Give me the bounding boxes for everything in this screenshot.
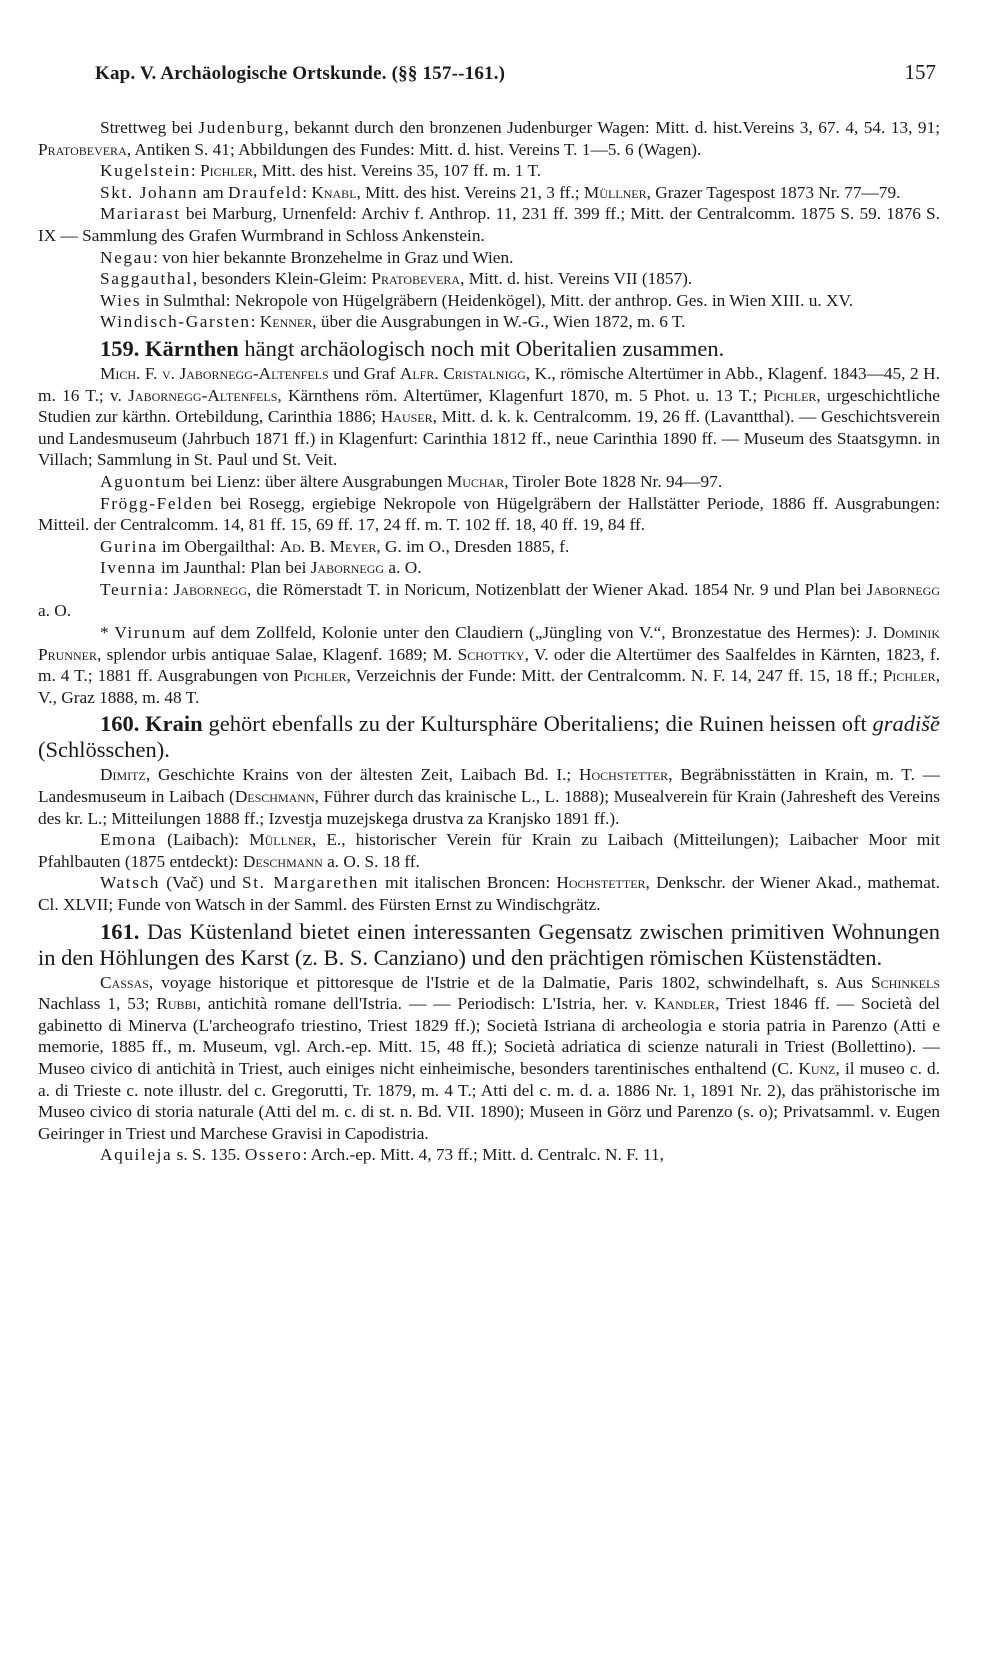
text-run: , splendor urbis antiquae Salae, Klagenf. 1689; M. bbox=[96, 644, 458, 664]
author-name: Ad. B. Meyer bbox=[279, 536, 377, 556]
text-run: : von hier bekannte Bronzehelme in Graz und Wien. bbox=[153, 247, 514, 267]
entry-paragraph bbox=[38, 536, 940, 558]
place-name: Teurnia bbox=[100, 579, 164, 599]
text-run: , Mitt. des hist. Vereins 21, 3 ff.; bbox=[356, 182, 584, 202]
author-name: Müllner bbox=[249, 830, 312, 850]
entry-paragraph bbox=[38, 268, 940, 290]
entry-paragraph bbox=[38, 557, 940, 579]
text-run: im Obergailthal: bbox=[157, 536, 280, 556]
text-run: gradiš̆e bbox=[872, 711, 940, 737]
text-run: , antichità romane dell'Istria. — — Periodisch: L'Istria, her. v. bbox=[196, 994, 654, 1014]
text-run: Das Küstenland bbox=[146, 918, 292, 944]
text-run: : bbox=[190, 161, 200, 181]
entry-paragraph bbox=[38, 311, 940, 333]
author-name: Alfr. Cristalnigg bbox=[399, 363, 526, 383]
text-body bbox=[38, 117, 940, 1166]
author-name: Knabl bbox=[311, 182, 357, 202]
text-run: , voyage historique et pittoresque de l'Istrie et de la Dalmatie, Paris 1802, schwindelhaft, s. Aus bbox=[148, 972, 872, 992]
text-run: am bbox=[198, 182, 229, 202]
author-name: Pichler bbox=[293, 666, 347, 686]
text-run: bei Marburg, Urnenfeld: Archiv f. Anthrop. 11, 231 ff. 399 ff.; Mitt. der Centralcomm. 1875 S. 59. 1876 S. IX — Sammlung des Grafen Wurmbrand in Schloss Ankenstein. bbox=[38, 204, 940, 245]
entry-paragraph bbox=[38, 764, 940, 829]
text-run: (Laibach): bbox=[156, 830, 250, 850]
text-run: , Triest 1846 ff. — Società del gabinetto di Minerva (L'archeografo triestino, Triest 1829 ff.); Società Istriana di archeologia e storia patria in Parenzo (Atti e memorie, 1885 ff., m. Museum, vgl. Arch.-ep. Mitt. 15, 48 ff.); Società adriatica di scienze naturali in Triest (Bollettino). — Museo civico di antichità in Triest, auch einiges nicht einheimische, besonders tarentinisches enthaltend (C. bbox=[38, 994, 940, 1078]
author-name: Pichler bbox=[763, 385, 817, 405]
text-run: , Tiroler Bote 1828 Nr. 94—97. bbox=[504, 471, 723, 491]
text-run: , Antiken S. 41; Abbildungen des Fundes: Mitt. d. hist. Vereins T. 1—5. 6 (Wagen). bbox=[126, 139, 702, 159]
entry-paragraph bbox=[38, 182, 940, 204]
text-run: s. S. 135. bbox=[172, 1145, 245, 1165]
place-name: Draufeld bbox=[228, 182, 303, 202]
place-name: Mariarast bbox=[100, 204, 181, 224]
text-run: , G. im O., Dresden 1885, f. bbox=[376, 536, 570, 556]
place-name: Wies bbox=[100, 290, 142, 310]
page-number: 157 bbox=[904, 60, 936, 84]
text-run: : bbox=[250, 312, 260, 332]
text-run: , Mitt. d. k. k. Centralcomm. 19, 26 ff. (Lavantthal). — Geschichtsverein und Landesmuseum (Jahrbuch 1871 ff.) in Klagenfurt: Carinthia 1812 ff., neue Carinthia 1890 ff. — Museum des Staatsgymn. in Villach; Sammlung in St. Paul und St. Veit. bbox=[38, 407, 940, 470]
text-run: a. O. S. 18 ff. bbox=[322, 851, 420, 871]
section-heading-paragraph bbox=[38, 919, 940, 971]
text-run: , Geschichte Krains von der ältesten Zeit, Laibach Bd. I.; bbox=[145, 765, 580, 785]
text-run: , Mitt. d. hist. Vereins VII (1857). bbox=[460, 269, 693, 289]
text-run: , Mitt. des hist. Vereins 35, 107 ff. m. 1 T. bbox=[252, 161, 542, 181]
text-run: bietet einen interessanten Gegensatz zwischen primitiven Wohnungen in den Höhlungen des Karst (z. B. S. Canziano) und den prächtigen römischen Küstenstädten. bbox=[38, 918, 940, 970]
text-run: in Sulmthal: Nekropole von Hügelgräbern (Heidenkögel), Mitt. der anthrop. Ges. in Wien XIII. u. XV. bbox=[141, 290, 854, 310]
entry-paragraph bbox=[38, 471, 940, 493]
author-name: Kandler bbox=[653, 994, 716, 1014]
text-run: mit italischen Broncen: bbox=[378, 873, 557, 893]
author-name: Jabornegg bbox=[866, 579, 941, 599]
text-run: bei Lienz: über ältere Ausgrabungen bbox=[186, 471, 447, 491]
text-run: , Führer durch das krainische L., L. 1888); Musealverein für Krain (Jahresheft des Vereins des kr. L.; Mitteilungen 1888 ff.; Izvestja muzejskega drustva za Kranjsko 1891 ff.). bbox=[38, 787, 940, 828]
text-run: (Schlösschen). bbox=[38, 737, 170, 763]
place-name: Gurina bbox=[100, 536, 158, 556]
author-name: Pichler bbox=[200, 161, 253, 181]
place-name: Watsch bbox=[100, 873, 161, 893]
text-run: : bbox=[163, 579, 174, 599]
text-run: , Verzeichnis der Funde: Mitt. der Centralcomm. N. F. 14, 247 ff. 15, 18 ff.; bbox=[346, 666, 883, 686]
author-name: Jabornegg bbox=[173, 579, 248, 599]
author-name: Müllner bbox=[583, 182, 647, 202]
text-run: , Denkschr. der Wiener Akad., mathemat. Cl. XLVII; Funde von Watsch in der Samml. des Fürsten Ernst zu Windischgrätz. bbox=[38, 873, 940, 914]
text-run: , V. oder die Altertümer des Saalfeldes in Kärnten, 1823, f. m. 4 T.; 1881 ff. Ausgrabungen von bbox=[38, 644, 940, 686]
text-run: , Begräbnisstätten in Krain, m. T. — Landesmuseum in Laibach ( bbox=[38, 765, 940, 807]
author-name: Schinkels bbox=[871, 972, 940, 992]
text-run: * bbox=[100, 623, 115, 643]
author-name: Pratobevera bbox=[371, 269, 461, 289]
entry-paragraph bbox=[38, 160, 940, 182]
entry-paragraph bbox=[38, 117, 940, 160]
author-name: Deschmann bbox=[242, 851, 323, 871]
entry-paragraph bbox=[38, 247, 940, 269]
author-name: Kenner bbox=[259, 312, 313, 332]
place-name: Aquileja bbox=[100, 1145, 173, 1165]
place-name: Saggauthal bbox=[100, 269, 193, 289]
text-run: a. O. bbox=[38, 601, 72, 621]
entry-paragraph bbox=[38, 872, 940, 915]
author-name: Jabornegg bbox=[310, 558, 385, 578]
entry-paragraph bbox=[38, 203, 940, 246]
author-name: Deschmann bbox=[234, 787, 315, 807]
section-number: 161. bbox=[100, 918, 147, 944]
text-run: a. O. bbox=[384, 558, 422, 578]
entry-paragraph bbox=[38, 290, 940, 312]
author-name: Dominik Prunner bbox=[38, 623, 941, 664]
place-name: St. Margarethen bbox=[242, 873, 379, 893]
place-name: Ossero bbox=[244, 1145, 303, 1165]
entry-paragraph bbox=[38, 363, 940, 471]
author-name: Mich. F. v. Jabornegg-Altenfels bbox=[100, 363, 329, 383]
entry-paragraph bbox=[38, 972, 940, 1145]
section-heading-paragraph bbox=[38, 711, 940, 763]
author-name: Jabornegg-Altenfels bbox=[128, 385, 278, 405]
text-run: gehört ebenfalls zu der Kultursphäre Oberitaliens; die Ruinen heissen oft bbox=[202, 711, 873, 737]
text-run: , K., römische Altertümer in Abb., Klagenf. 1843—45, 2 H. m. 16 T.; v. bbox=[38, 363, 940, 405]
text-run: , bekannt durch den bronzenen Judenburger Wagen: Mitt. d. hist.Vereins 3, 67. 4, 54. 13, 91; bbox=[284, 118, 941, 137]
text-run: : bbox=[302, 182, 312, 202]
author-name: Hochstetter bbox=[579, 765, 669, 785]
text-run: Strettweg bei bbox=[100, 118, 199, 137]
place-name: Judenburg bbox=[198, 118, 285, 137]
text-run: , besonders Klein-Gleim: bbox=[192, 269, 372, 289]
author-name: Rubbi bbox=[156, 994, 197, 1014]
entry-paragraph bbox=[38, 579, 940, 622]
text-run: (Vač) und bbox=[160, 873, 243, 893]
author-name: Hochstetter bbox=[556, 873, 646, 893]
text-run: , il museo c. d. a. di Trieste c. note illustr. del c. Gregorutti, Tr. 1879, m. 4 T.; Atti del c. m. d. a. 1886 Nr. 1, 1891 Nr. 2), das prähistorische im Museo civico di storia naturale (Atti del m. c. di st. n. Bd. VII. 1890); Museen in Görz und Parenzo (s. o); Privatsamml. v. Eugen Geiringer in Triest und Marchese Gravisi in Capodistria. bbox=[38, 1058, 940, 1143]
text-run: , Grazer Tagespost 1873 Nr. 77—79. bbox=[646, 182, 901, 202]
entry-paragraph bbox=[38, 622, 940, 708]
author-name: Cassas bbox=[100, 972, 149, 992]
entry-paragraph bbox=[38, 829, 940, 872]
place-name: Negau bbox=[100, 247, 154, 267]
text-run: , urgeschichtliche Studien zur kärthn. Ortebildung, Carinthia 1886; bbox=[38, 385, 940, 427]
section-number: 159. bbox=[100, 335, 145, 361]
page-header bbox=[95, 60, 936, 92]
place-name: Frögg-Felden bbox=[100, 493, 214, 513]
text-run: Nachlass 1, 53; bbox=[38, 994, 157, 1014]
place-name: Windisch-Garsten bbox=[100, 312, 251, 332]
text-run: , E., historischer Verein für Krain zu Laibach (Mitteilungen); Laibacher Moor mit Pfahlbauten (1875 entdeckt): bbox=[38, 830, 940, 871]
text-run: , über die Ausgrabungen in W.-G., Wien 1872, m. 6 T. bbox=[312, 312, 686, 332]
author-name: Pichler bbox=[882, 666, 936, 686]
section-heading-paragraph bbox=[38, 336, 940, 362]
text-run: im Jaunthal: Plan bei bbox=[156, 558, 311, 578]
text-run: und Graf bbox=[328, 363, 400, 383]
author-name: Dimitz bbox=[100, 765, 146, 785]
text-run: hängt archäologisch noch mit Oberitalien zusammen. bbox=[238, 335, 725, 361]
text-run: auf dem Zollfeld, Kolonie unter den Claudiern („Jüngling von V.“, Bronzestatue des Hermes): J. bbox=[186, 623, 883, 643]
place-name: Emona bbox=[100, 830, 157, 850]
text-run: , Kärnthens röm. Altertümer, Klagenfurt 1870, m. 5 Phot. u. 13 T.; bbox=[277, 385, 764, 405]
author-name: Hauser bbox=[380, 407, 433, 427]
author-name: Kunz bbox=[798, 1058, 836, 1078]
text-run: Krain bbox=[145, 711, 203, 737]
place-name: Kugelstein bbox=[100, 161, 191, 181]
section-number: 160. bbox=[100, 711, 146, 737]
entry-paragraph bbox=[38, 1144, 940, 1166]
place-name: Skt. Johann bbox=[100, 182, 199, 202]
place-name: Ivenna bbox=[100, 558, 157, 578]
author-name: Pratobevera bbox=[38, 139, 127, 159]
text-run: , V., Graz 1888, m. 48 T. bbox=[38, 666, 941, 707]
place-name: Virunum bbox=[114, 623, 187, 643]
text-run: : Arch.-ep. Mitt. 4, 73 ff.; Mitt. d. Centralc. N. F. 11, bbox=[302, 1145, 664, 1165]
entry-paragraph bbox=[38, 493, 940, 536]
author-name: Schottky bbox=[457, 644, 525, 664]
running-title: Kap. V. Archäologische Ortskunde. (§§ 157--161.) bbox=[95, 63, 506, 84]
author-name: Muchar bbox=[446, 471, 505, 491]
text-run: Kärnthen bbox=[145, 335, 239, 361]
text-run: bei Rosegg, ergiebige Nekropole von Hügelgräbern der Hallstätter Periode, 1886 ff. Ausgrabungen: Mitteil. der Centralcomm. 14, 81 ff. 15, 69 ff. 17, 24 ff. m. T. 102 ff. 18, 40 ff. 19, 84 ff. bbox=[38, 493, 940, 535]
place-name: Aguontum bbox=[100, 471, 187, 491]
text-run: , die Römerstadt T. in Noricum, Notizenblatt der Wiener Akad. 1854 Nr. 9 und Plan bei bbox=[247, 579, 867, 599]
